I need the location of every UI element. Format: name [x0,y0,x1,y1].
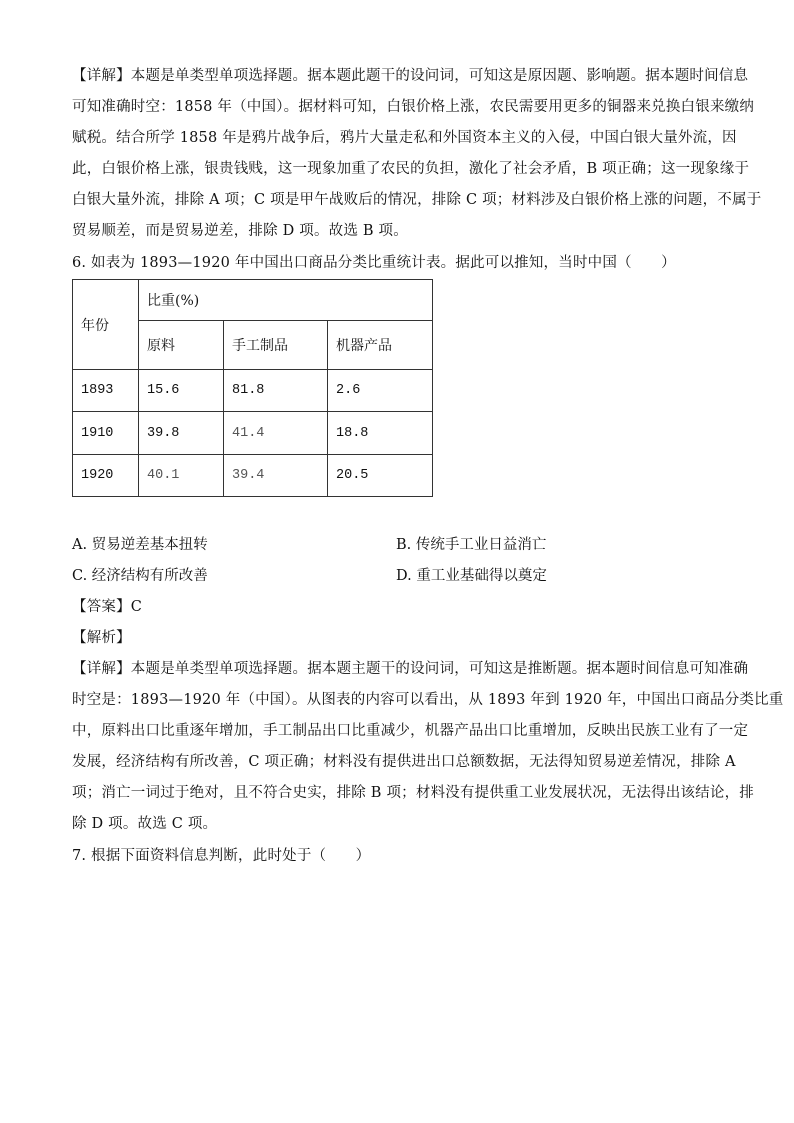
explanation-q6-line-4: 发展，经济结构有所改善，C 项正确；材料没有提供进出口总额数据，无法得知贸易逆差情况，排除 A [72,754,736,770]
value-cell: 81.8 [224,370,328,412]
explanation-q6-line-2: 时空是：1893—1920 年（中国）。从图表的内容可以看出，从 1893 年到 1920 年，中国出口商品分类比重 [72,692,784,708]
value-cell: 40.1 [139,455,224,497]
explanation-q5-line-6: 贸易顺差，而是贸易逆差，排除 D 项。故选 B 项。 [72,223,408,239]
option-b: B. 传统手工业日益消亡 [396,537,547,553]
value-cell: 18.8 [328,412,433,455]
option-a: A. 贸易逆差基本扭转 [72,537,208,553]
value-cell: 39.4 [224,455,328,497]
explanation-q6-line-5: 项；消亡一词过于绝对，且不符合史实，排除 B 项；材料没有提供重工业发展状况，无法得出该结论，排 [72,785,754,801]
explanation-q5-line-1: 【详解】本题是单类型单项选择题。据本题此题干的设问词，可知这是原因题、影响题。据本题时间信息 [72,68,749,84]
explanation-q5-line-5: 白银大量外流，排除 A 项；C 项是甲午战败后的情况，排除 C 项；材料涉及白银价格上涨的问题，不属于 [72,192,762,208]
table-row [73,412,433,455]
option-c: C. 经济结构有所改善 [72,568,208,584]
table-header-row [73,280,433,321]
year-cell: 1893 [73,370,139,412]
explanation-q6-line-1: 【详解】本题是单类型单项选择题。据本题主题干的设问词，可知这是推断题。据本题时间信息可知准确 [72,661,749,677]
explanation-q6-line-6: 除 D 项。故选 C 项。 [72,816,218,832]
explanation-q5-line-4: 此，白银价格上涨，银贵钱贱，这一现象加重了农民的负担，激化了社会矛盾，B 项正确；这一现象缘于 [72,161,750,177]
export-ratio-table [72,279,433,497]
value-cell: 2.6 [328,370,433,412]
machine-product-header: 机器产品 [328,321,433,370]
explanation-q6-line-3: 中，原料出口比重逐年增加，手工制品出口比重减少，机器产品出口比重增加，反映出民族工业有了一定 [72,723,749,739]
explanation-q5-line-3: 赋税。结合所学 1858 年是鸦片战争后，鸦片大量走私和外国资本主义的入侵，中国白银大量外流，因 [72,130,737,146]
year-cell: 1920 [73,455,139,497]
value-cell: 15.6 [139,370,224,412]
handicraft-header: 手工制品 [224,321,328,370]
question-7-stem: 7. 根据下面资料信息判断，此时处于（ ） [72,848,371,864]
year-header: 年份 [73,280,139,370]
table-row [73,370,433,412]
raw-material-header: 原料 [139,321,224,370]
analysis-label: 【解析】 [72,630,131,646]
value-cell: 20.5 [328,455,433,497]
option-d: D. 重工业基础得以奠定 [396,568,547,584]
year-cell: 1910 [73,412,139,455]
explanation-q5-line-2: 可知准确时空：1858 年（中国）。据材料可知，白银价格上涨，农民需要用更多的铜器来兑换白银来缴纳 [72,99,755,115]
ratio-group-header: 比重(%) [139,280,433,321]
answer-label: 【答案】C [72,599,143,615]
question-6-stem: 6. 如表为 1893—1920 年中国出口商品分类比重统计表。据此可以推知，当时中国（ ） [72,255,676,271]
value-cell: 41.4 [224,412,328,455]
table-row [73,455,433,497]
value-cell: 39.8 [139,412,224,455]
